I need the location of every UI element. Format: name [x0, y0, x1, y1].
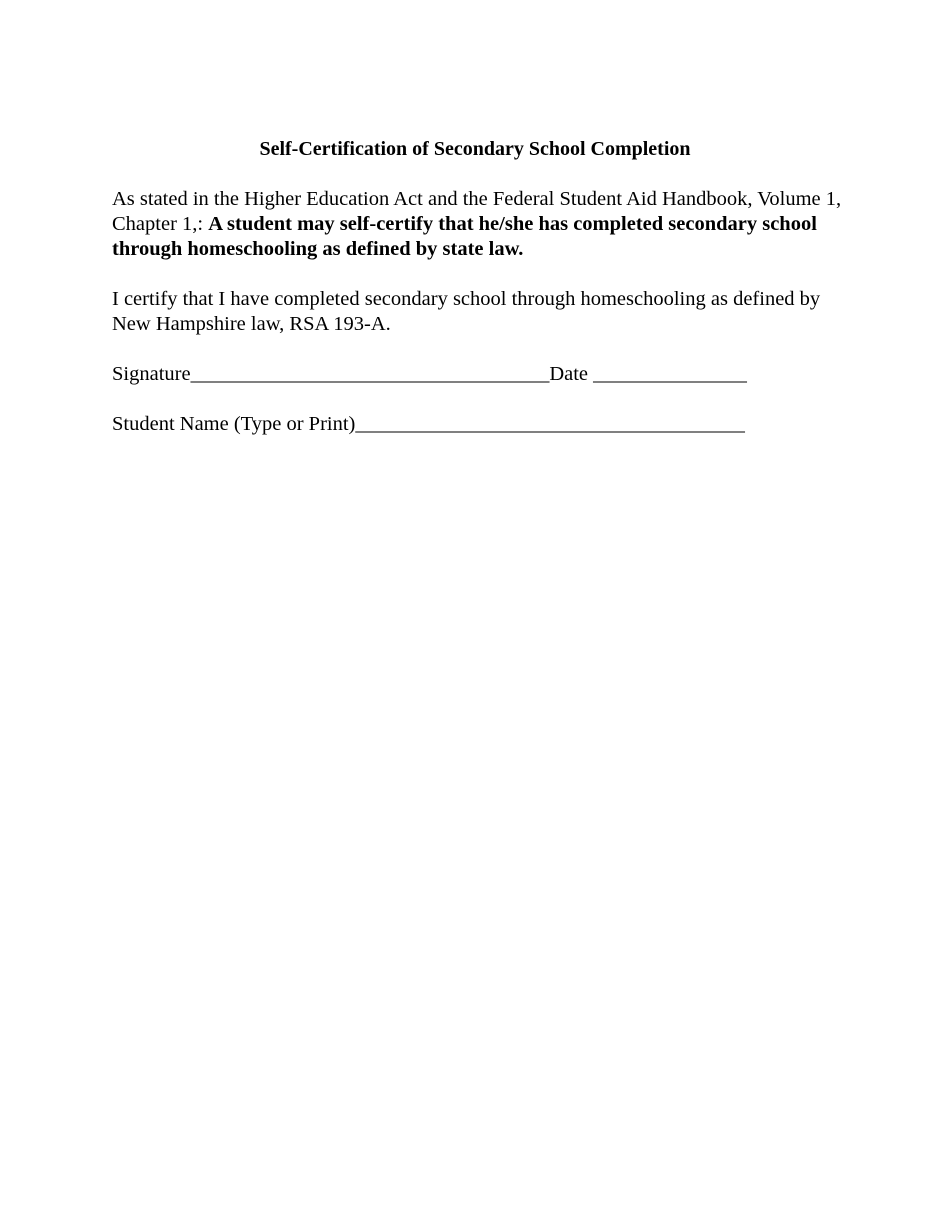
document-title: Self-Certification of Secondary School Completion [259, 138, 691, 160]
student-name-field[interactable]: ______________________________________ [355, 413, 745, 435]
student-name-row [112, 412, 745, 437]
signature-date-row [112, 362, 747, 387]
certification-paragraph: I certify that I have completed secondary school through homeschooling as defined by New Hampshire law, RSA 193-A. [112, 288, 821, 335]
statement-emphasis: A student may self-certify that he/she has completed secondary school through homeschooling as defined by state law. [112, 213, 817, 260]
date-field[interactable]: _______________ [593, 363, 747, 385]
signature-label: Signature [112, 363, 191, 385]
signature-field[interactable]: ___________________________________ [190, 363, 550, 385]
statement-intro: As stated in the Higher Education Act and the Federal Student Aid Handbook, Volume 1, Chapter 1,: [112, 188, 842, 235]
date-label: Date [549, 363, 594, 385]
statement-paragraph [112, 187, 852, 262]
student-name-label: Student Name (Type or Print) [112, 413, 356, 435]
